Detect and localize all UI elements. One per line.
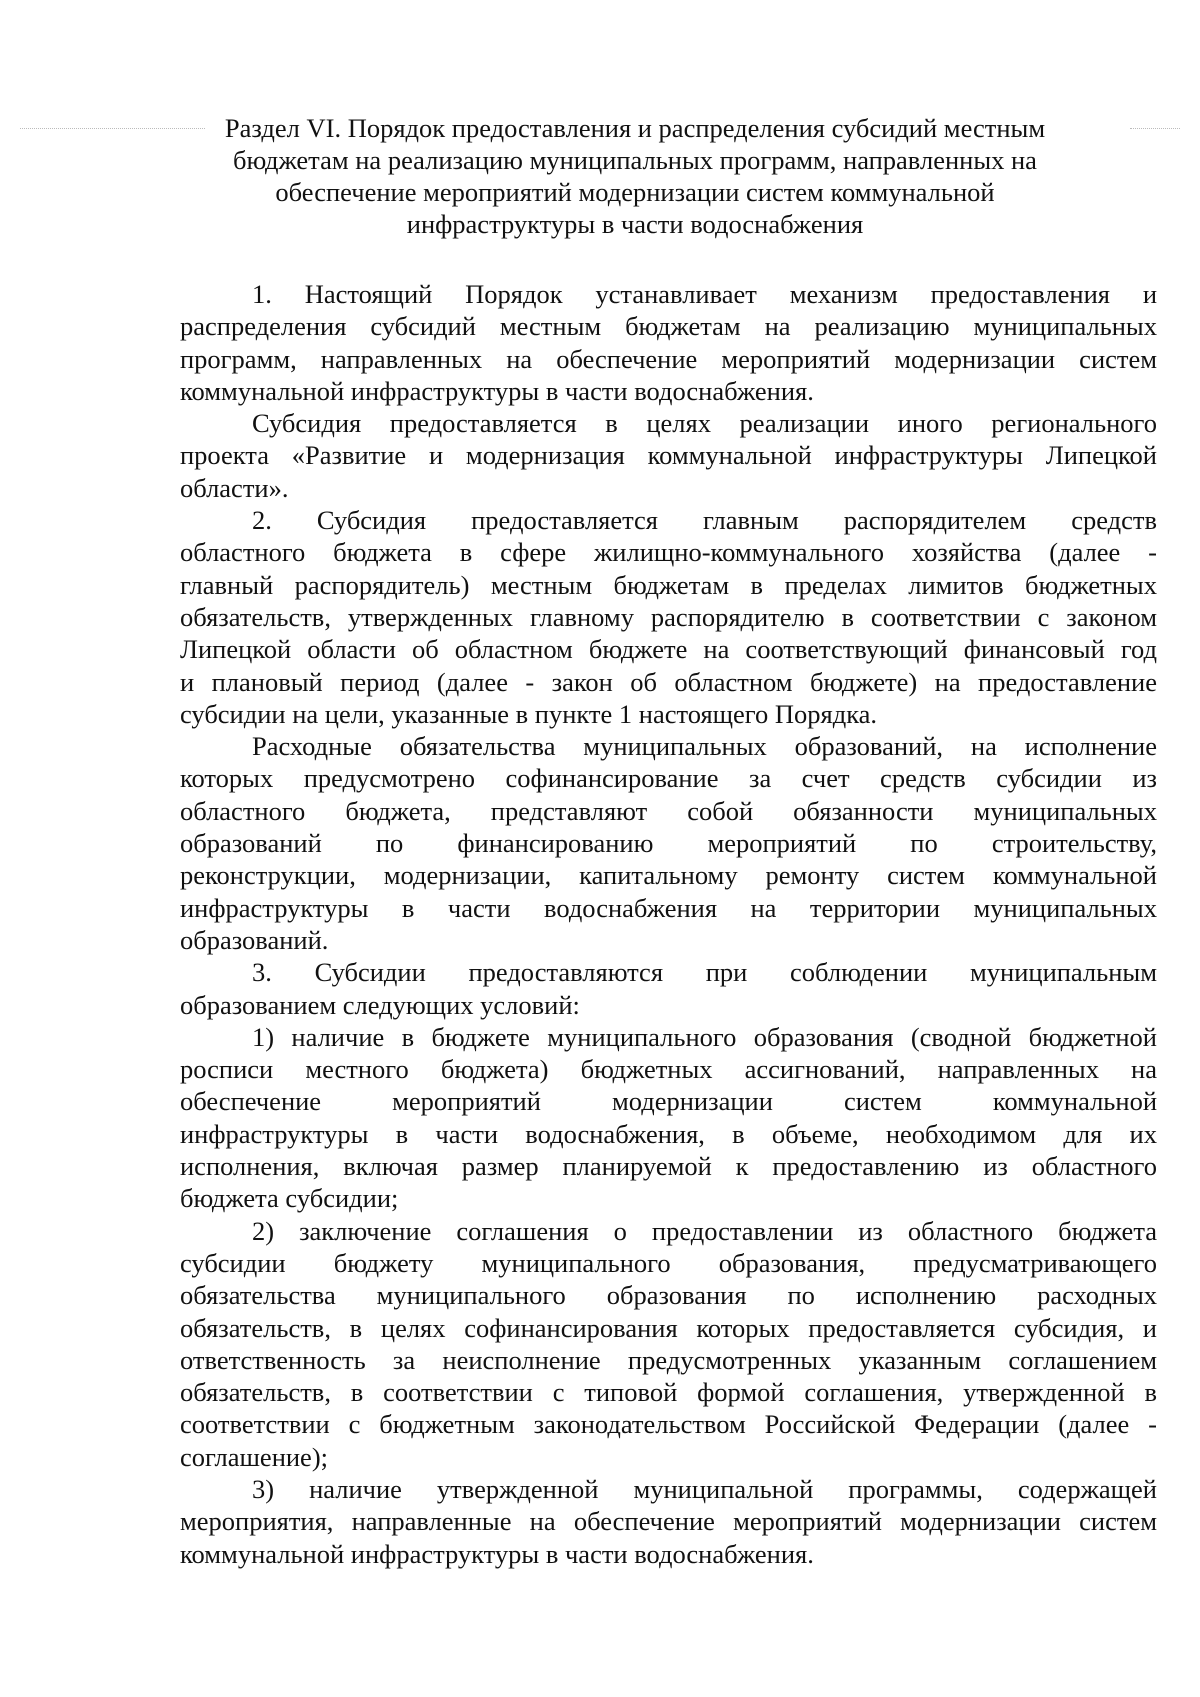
- paragraph-line: главный распорядитель) местным бюджетам в пределах лимитов бюджетных: [180, 569, 1157, 600]
- paragraph-line: 1) наличие в бюджете муниципального образования (сводной бюджетной: [252, 1021, 1157, 1052]
- paragraph-line: образованием следующих условий:: [180, 989, 580, 1020]
- paragraph-line: обязательства муниципального образования по исполнению расходных: [180, 1280, 1157, 1311]
- paragraph-line: образований.: [180, 924, 329, 955]
- paragraph-line: соглашение);: [180, 1441, 329, 1472]
- paragraph-line: 3. Субсидии предоставляются при соблюдении муниципальным: [252, 957, 1157, 988]
- paragraph-line: образований по финансированию мероприятий по строительству,: [180, 828, 1157, 859]
- paragraph-line: обязательств, в соответствии с типовой формой соглашения, утвержденной в: [180, 1377, 1157, 1408]
- paragraph-line: обязательств, в целях софинансирования которых предоставляется субсидия, и: [180, 1312, 1157, 1343]
- paragraph-line: 1. Настоящий Порядок устанавливает механизм предоставления и: [252, 279, 1157, 309]
- paragraph-line: субсидии на цели, указанные в пункте 1 настоящего Порядка.: [180, 698, 878, 729]
- paragraph-line: мероприятия, направленные на обеспечение мероприятий модернизации систем: [180, 1506, 1157, 1537]
- section-heading: [150, 112, 1120, 240]
- condition-1: [180, 1021, 1157, 1215]
- paragraph-line: областного бюджета, представляют собой обязанности муниципальных: [180, 795, 1157, 826]
- paragraph-line: ответственность за неисполнение предусмотренных указанным соглашением: [180, 1344, 1157, 1375]
- paragraph-line: которых предусмотрено софинансирование за счет средств субсидии из: [180, 763, 1157, 794]
- paragraph-line: коммунальной инфраструктуры в части водоснабжения.: [180, 1538, 814, 1569]
- paragraph-line: 2. Субсидия предоставляется главным распорядителем средств: [252, 505, 1157, 536]
- heading-line: обеспечение мероприятий модернизации систем коммунальной: [275, 177, 995, 207]
- paragraph-line: субсидии бюджету муниципального образования, предусматривающего: [180, 1247, 1157, 1278]
- paragraph-line: исполнения, включая размер планируемой к предоставлению из областного: [180, 1151, 1157, 1182]
- paragraph-2: [180, 504, 1157, 730]
- paragraph-line: распределения субсидий местным бюджетам на реализацию муниципальных: [180, 311, 1157, 342]
- paragraph-line: и плановый период (далее - закон об областном бюджете) на предоставление: [180, 666, 1157, 697]
- paragraph-line: соответствии с бюджетным законодательством Российской Федерации (далее -: [180, 1409, 1157, 1440]
- paragraph-3: [180, 956, 1157, 1021]
- paragraph-line: проекта «Развитие и модернизация коммунальной инфраструктуры Липецкой: [180, 440, 1157, 471]
- paragraph-line: 3) наличие утвержденной муниципальной программы, содержащей: [252, 1473, 1157, 1504]
- paragraph-line: обеспечение мероприятий модернизации систем коммунальной: [180, 1086, 1157, 1117]
- paragraph-1: [180, 278, 1157, 407]
- paragraph-line: Липецкой области об областном бюджете на соответствующий финансовый год: [180, 634, 1157, 665]
- condition-3: [180, 1473, 1157, 1570]
- document-body: [180, 278, 1157, 1570]
- paragraph-line: росписи местного бюджета) бюджетных ассигнований, направленных на: [180, 1054, 1157, 1085]
- paragraph-line: программ, направленных на обеспечение мероприятий модернизации систем: [180, 343, 1157, 374]
- paragraph-line: 2) заключение соглашения о предоставлении из областного бюджета: [252, 1215, 1157, 1246]
- paragraph-line: обязательств, утвержденных главному распорядителю в соответствии с законом: [180, 601, 1157, 632]
- heading-line: Раздел VI. Порядок предоставления и распределения субсидий местным: [224, 113, 1046, 143]
- paragraph-line: коммунальной инфраструктуры в части водоснабжения.: [180, 375, 814, 406]
- condition-2: [180, 1215, 1157, 1473]
- paragraph-expense-obligations: [180, 730, 1157, 956]
- paragraph-line: инфраструктуры в части водоснабжения на территории муниципальных: [180, 892, 1157, 923]
- scan-artifact-right: [1130, 128, 1180, 130]
- paragraph-line: инфраструктуры в части водоснабжения, в объеме, необходимом для их: [180, 1118, 1157, 1149]
- paragraph-line: областного бюджета в сфере жилищно-коммунального хозяйства (далее -: [180, 537, 1157, 568]
- heading-line: бюджетам на реализацию муниципальных программ, направленных на: [233, 145, 1037, 175]
- paragraph-line: области».: [180, 472, 289, 503]
- paragraph-line: Расходные обязательства муниципальных образований, на исполнение: [252, 731, 1157, 762]
- paragraph-line: реконструкции, модернизации, капитальному ремонту систем коммунальной: [180, 860, 1157, 891]
- paragraph-subsidy-purpose: [180, 407, 1157, 504]
- paragraph-line: бюджета субсидии;: [180, 1183, 399, 1214]
- heading-line: инфраструктуры в части водоснабжения: [406, 209, 864, 239]
- paragraph-line: Субсидия предоставляется в целях реализации иного регионального: [252, 408, 1157, 439]
